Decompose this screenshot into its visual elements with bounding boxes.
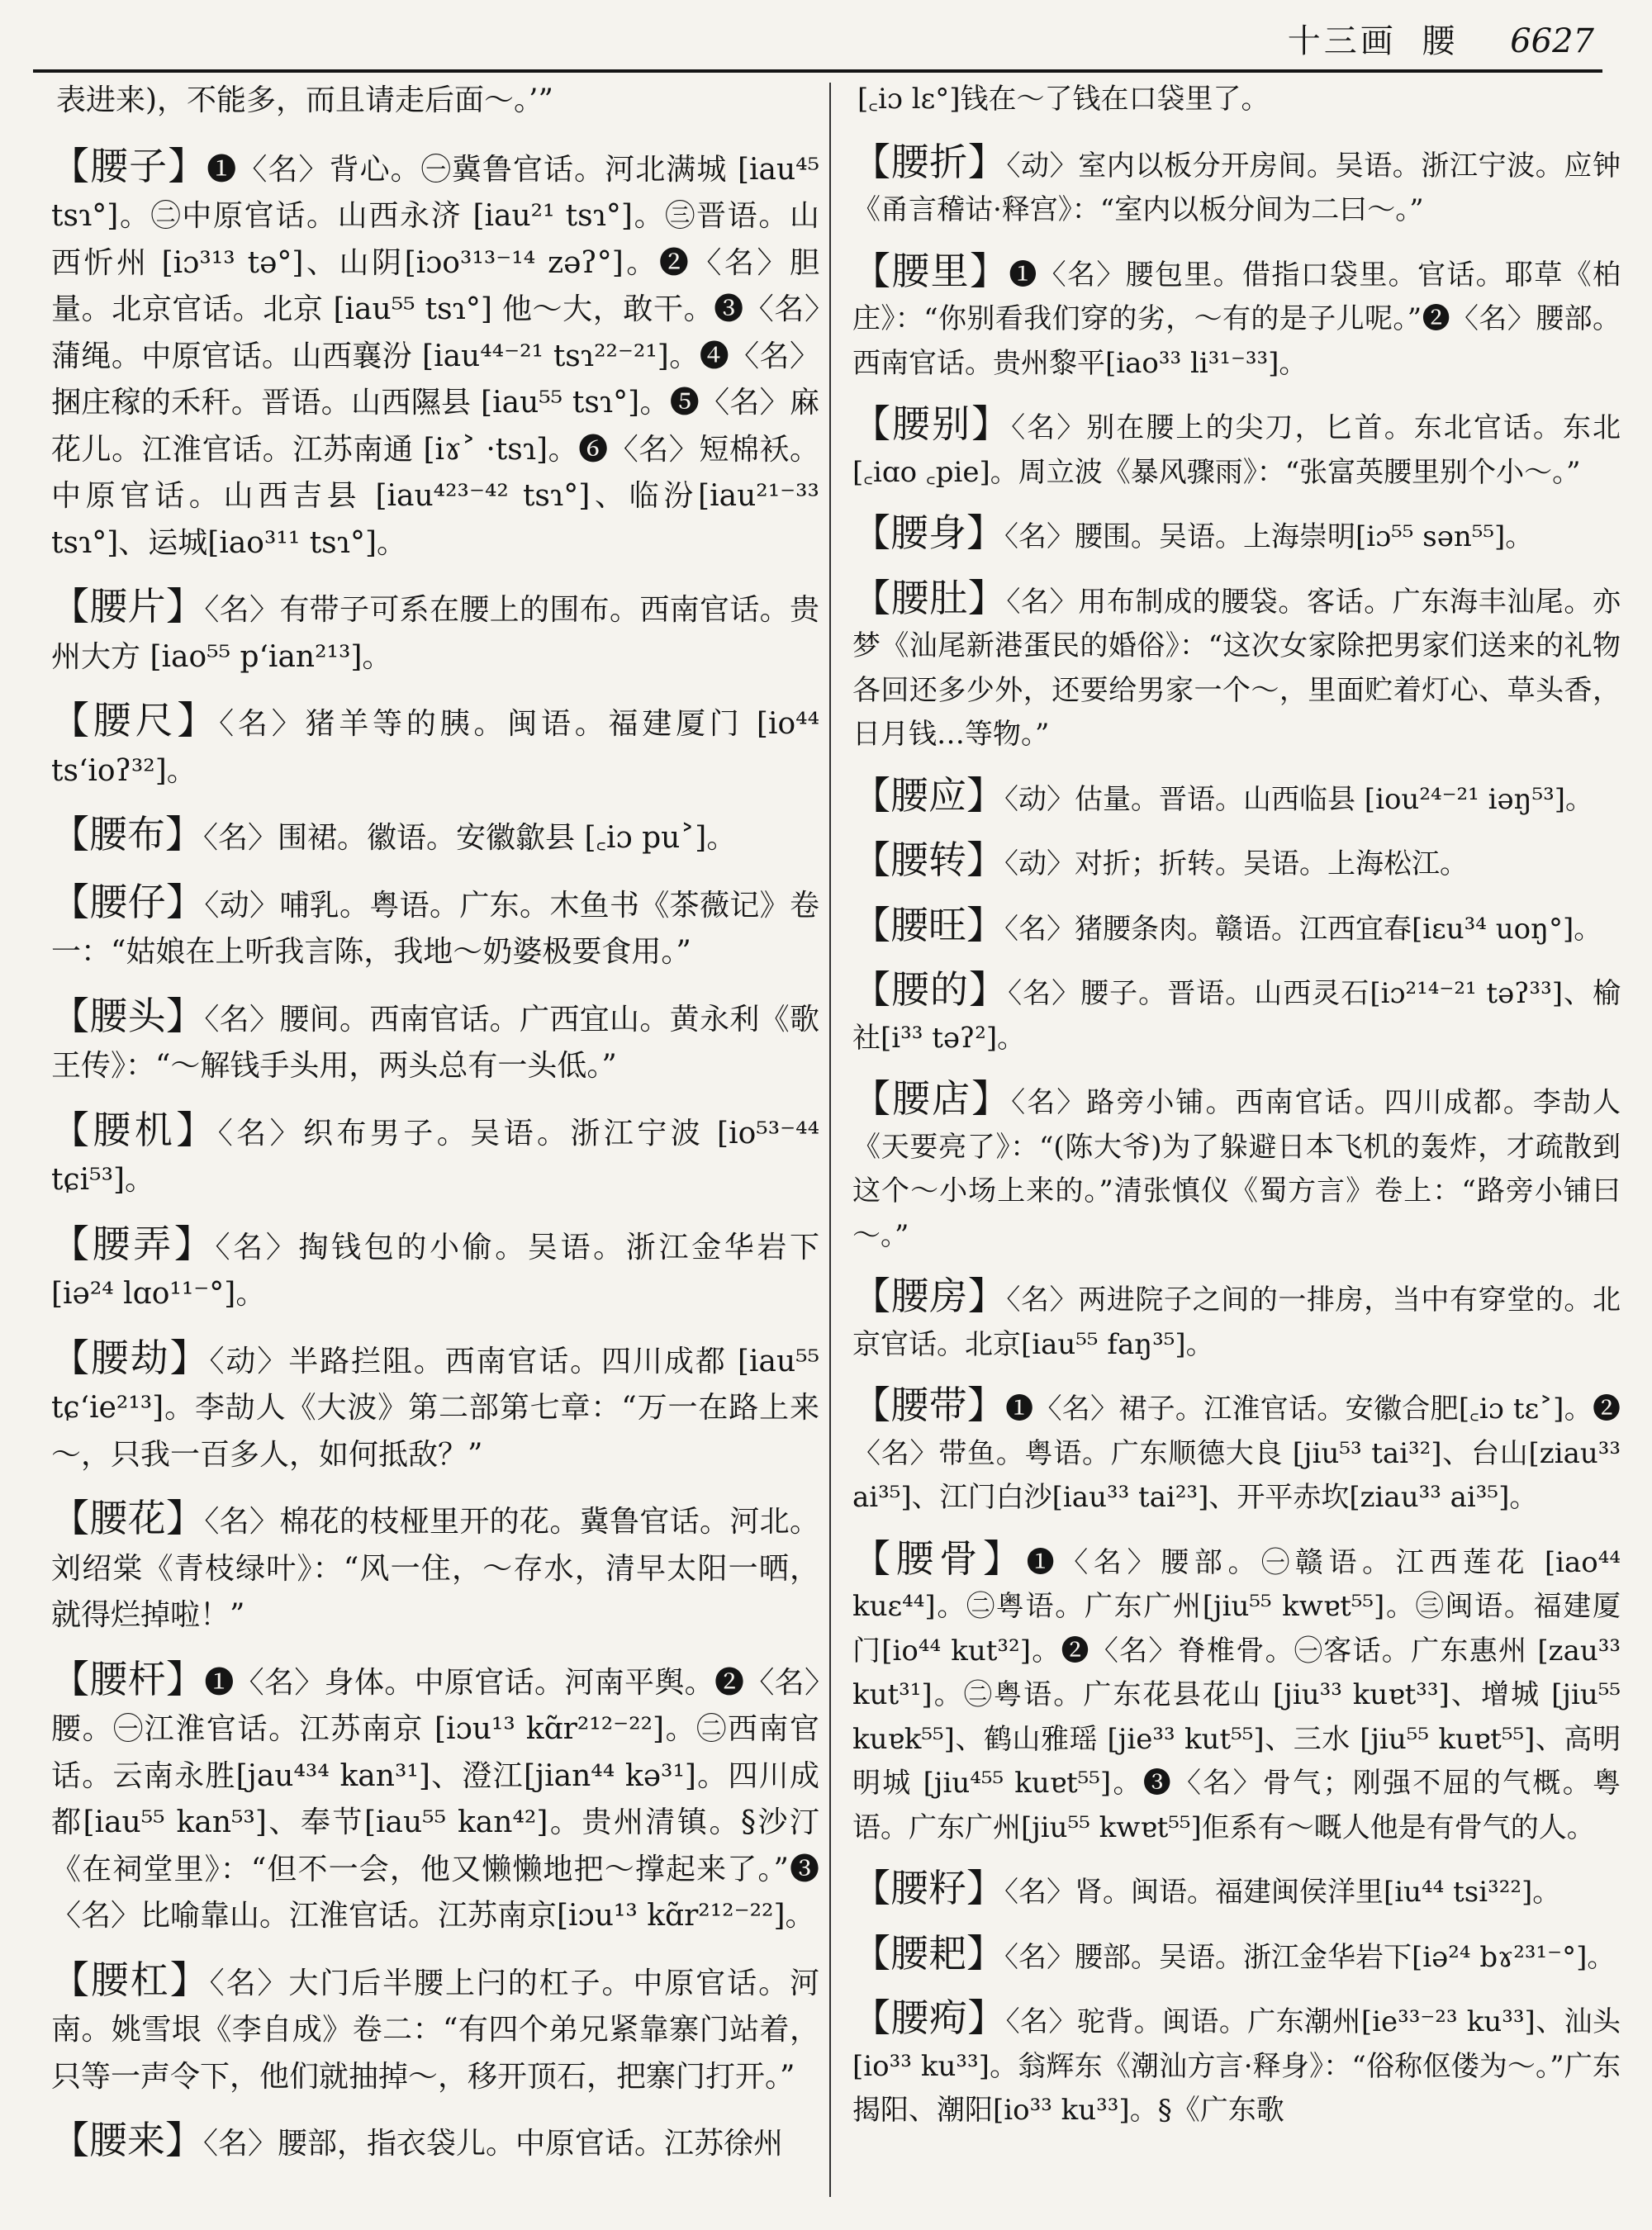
entry-headword: 【腰杆】 bbox=[51, 1656, 205, 1701]
entry-headword: 【腰带】 bbox=[852, 1383, 1006, 1427]
entry-headword: 【腰旺】 bbox=[852, 902, 1004, 947]
dictionary-entry bbox=[51, 1221, 819, 1318]
section-label: 十三画 bbox=[1287, 22, 1397, 60]
entry-headword: 【腰来】 bbox=[51, 2118, 203, 2162]
entry-headword: 【腰的】 bbox=[852, 967, 1009, 1012]
dictionary-entry bbox=[852, 838, 1621, 887]
entry-headword: 【腰仔】 bbox=[51, 879, 205, 924]
entry-definition: 〈名〉腰部。吴语。浙江金华岩下[iə²⁴ bɤ²³¹⁻°]。 bbox=[1004, 1940, 1616, 1974]
entry-definition: 〈名〉有带子可系在腰上的围布。西南官话。贵州大方 [iao⁵⁵ p‘ian²¹³]。 bbox=[51, 593, 819, 674]
right-column bbox=[852, 78, 1621, 2150]
entry-headword: 【腰籽】 bbox=[852, 1866, 1004, 1910]
entry-headword: 【腰布】 bbox=[51, 812, 203, 856]
entry-definition: 〈动〉估量。晋语。山西临县 [iou²⁴⁻²¹ iəŋ⁵³]。 bbox=[1004, 782, 1594, 816]
entry-headword: 【腰转】 bbox=[852, 837, 1004, 882]
dictionary-entry bbox=[852, 249, 1621, 387]
entry-headword: 【腰劫】 bbox=[51, 1335, 210, 1380]
entry-definition: ❶〈名〉腰部。㊀赣语。江西莲花 [iao⁴⁴ kuɛ⁴⁴]。㊁粤语。广东广州[jiu⁵⁵ kwɐt⁵⁵]。㊂闽语。福建厦门[io⁴⁴ kut³²]。❷〈名〉脊椎骨。㊀客话。广东惠州 [zau³³ kut³¹]。㊁粤语。广东花县花山 [jiu³³ kuɐt³³]、增城 [jiu⁵⁵ kuɐk⁵⁵]、鹤山雅瑶 [jie³³ kut⁵⁵]、三水 [jiu⁵⁵ kuɐt⁵⁵]、高明明城 [jiu⁴⁵⁵ kuɐt⁵⁵]。❸〈名〉骨气；刚强不屈的气概。粤语。广东广州[jiu⁵⁵ kwɐt⁵⁵]佢系有～嘅人他是有骨气的人。 bbox=[852, 1545, 1621, 1844]
dictionary-entry bbox=[852, 402, 1621, 495]
dictionary-entry bbox=[51, 1107, 819, 1204]
entry-headword: 【腰尺】 bbox=[51, 698, 220, 743]
header-character: 腰 bbox=[1422, 22, 1455, 60]
entry-definition: 〈名〉腰部，指衣袋儿。中原官话。江苏徐州 bbox=[203, 2127, 784, 2161]
entry-definition: ❶〈名〉裙子。江淮官话。安徽合肥[꜀iɔ tɛ˃]。❷〈名〉带鱼。粤语。广东顺德大良 [jiu⁵³ tai³²]、台山[ziau³³ ai³⁵]、江门白沙[iau³³ tai²³]、开平赤坎[ziau³³ ai³⁵]。 bbox=[852, 1393, 1621, 1514]
dictionary-entry bbox=[51, 697, 819, 795]
page-header bbox=[1288, 15, 1594, 62]
dictionary-entry bbox=[51, 811, 819, 862]
dictionary-entry bbox=[852, 1867, 1621, 1915]
entry-headword: 【腰耙】 bbox=[852, 1930, 1004, 1976]
entry-definition: 〈名〉大门后半腰上闩的杠子。中原官话。河南。姚雪垠《李自成》卷二：“有四个弟兄紧靠寨门站着，只等一声令下，他们就抽掉～，移开顶石，把寨门打开。” bbox=[51, 1966, 819, 2094]
entry-headword: 【腰店】 bbox=[852, 1076, 1012, 1121]
entry-definition: 〈名〉别在腰上的尖刀，匕首。东北官话。东北 [꜀iɑo ꜀pie]。周立波《暴风骤雨》：“张富英腰里别个小～。” bbox=[852, 411, 1621, 489]
entry-definition: 〈动〉对折；折转。吴语。上海松江。 bbox=[1004, 847, 1468, 880]
entry-headword: 【腰骨】 bbox=[852, 1535, 1027, 1581]
dictionary-entry bbox=[852, 1932, 1621, 1981]
dictionary-entry bbox=[852, 1537, 1621, 1851]
entry-headword: 【腰花】 bbox=[51, 1496, 205, 1540]
dictionary-entry bbox=[51, 583, 819, 681]
entry-definition: ❶〈名〉腰包里。借指口袋里。官话。耶草《柏庄》：“你别看我们穿的劣，～有的是子儿呢。”❷〈名〉腰部。西南官话。贵州黎平[iao³³ li³¹⁻³³]。 bbox=[852, 258, 1621, 380]
dictionary-entry bbox=[852, 576, 1621, 757]
entry-headword: 【腰片】 bbox=[51, 584, 205, 629]
entry-headword: 【腰应】 bbox=[852, 772, 1004, 818]
entry-definition: 〈名〉腰间。西南官话。广西宜山。黄永利《歌王传》：“～解钱手头用，两头总有一头低。” bbox=[51, 1002, 819, 1083]
dictionary-entry bbox=[852, 140, 1621, 233]
dictionary-entry bbox=[51, 1656, 819, 1940]
entry-headword: 【腰机】 bbox=[51, 1107, 218, 1152]
entry-headword: 【腰杠】 bbox=[51, 1957, 210, 2002]
page-number: 6627 bbox=[1510, 22, 1594, 60]
header-rule bbox=[33, 69, 1602, 73]
dictionary-entry bbox=[51, 1335, 819, 1479]
column-divider bbox=[829, 83, 831, 2197]
dictionary-entry bbox=[852, 1077, 1621, 1258]
entry-definition: ❶〈名〉身体。中原官话。河南平舆。❷〈名〉腰。㊀江淮官话。江苏南京 [iɔu¹³ kɑ̃r²¹²⁻²²]。㊁西南官话。云南永胜[jau⁴³⁴ kan³¹]、澄江[jian⁴⁴ kə³¹]。四川成都[iau⁵⁵ kan⁵³]、奉节[iau⁵⁵ kan⁴²]。贵州清镇。§沙汀《在祠堂里》：“但不一会，他又懒懒地把～撑起来了。”❸〈名〉比喻靠山。江淮官话。江苏南京[iɔu¹³ kɑ̃r²¹²⁻²²]。 bbox=[51, 1665, 819, 1933]
entry-definition: 〈名〉棉花的枝桠里开的花。冀鲁官话。河北。刘绍棠《青枝绿叶》：“风一住，～存水，清早太阳一晒，就得烂掉啦！” bbox=[51, 1505, 819, 1632]
dictionary-entry bbox=[852, 904, 1621, 952]
left-column bbox=[51, 78, 819, 2185]
entry-definition: 〈名〉掏钱包的小偷。吴语。浙江金华岩下 [iə²⁴ lɑo¹¹⁻°]。 bbox=[51, 1230, 819, 1311]
entry-headword: 【腰子】 bbox=[51, 143, 207, 188]
entry-headword: 【腰身】 bbox=[852, 510, 1004, 555]
entry-definition: 〈名〉腰子。晋语。山西灵石[iɔ²¹⁴⁻²¹ təʔ³³]、榆社[i³³ təʔ²]。 bbox=[852, 977, 1621, 1055]
entry-headword: 【腰房】 bbox=[852, 1274, 1007, 1318]
dictionary-entry bbox=[852, 1274, 1621, 1367]
entry-definition: 〈名〉两进院子之间的一排房，当中有穿堂的。北京官话。北京[iau⁵⁵ faŋ³⁵]。 bbox=[852, 1283, 1621, 1361]
entry-definition: 〈名〉围裙。徽语。安徽歙县 [꜀iɔ pu˃]。 bbox=[203, 821, 737, 855]
dictionary-entry bbox=[852, 511, 1621, 560]
dictionary-entry bbox=[51, 1495, 819, 1639]
dictionary-entry bbox=[852, 968, 1621, 1060]
entry-definition: ❶〈名〉背心。㊀冀鲁官话。河北满城 [iau⁴⁵ tsɿ°]。㊁中原官话。山西永济 [iau²¹ tsɿ°]。㊂晋语。山西忻州 [iɔ³¹³ tə°]、山阴[iɔo³¹³⁻¹⁴ zəʔ°]。❷〈名〉胆量。北京官话。北京 [iau⁵⁵ tsɿ°] 他～大，敢干。❸〈名〉蒲绳。中原官话。山西襄汾 [iau⁴⁴⁻²¹ tsɿ²²⁻²¹]。❹〈名〉捆庄稼的禾秆。晋语。山西隰县 [iau⁵⁵ tsɿ°]。❺〈名〉麻花儿。江淮官话。江苏南通 [iɤ˃ ·tsɿ]。❻〈名〉短棉袄。中原官话。山西吉县 [iau⁴²³⁻⁴² tsɿ°]、临汾[iau²¹⁻³³ tsɿ°]、运城[iao³¹¹ tsɿ°]。 bbox=[51, 152, 820, 560]
entry-headword: 【腰弄】 bbox=[51, 1221, 216, 1266]
dictionary-entry bbox=[51, 993, 819, 1090]
entry-definition: 〈名〉腰围。吴语。上海崇明[iɔ⁵⁵ sən⁵⁵]。 bbox=[1004, 520, 1534, 553]
continuation-text: 表进来)，不能多，而且请走后面～。’” bbox=[56, 83, 553, 117]
dictionary-entry bbox=[852, 1996, 1621, 2133]
entry-definition: 〈动〉室内以板分开房间。吴语。浙江宁波。应钟《甬言稽诂·释宫》：“室内以板分间为二曰～。” bbox=[852, 149, 1621, 226]
entry-definition: 〈名〉肾。闽语。福建闽侯洋里[iu⁴⁴ tsi³²²]。 bbox=[1004, 1876, 1561, 1909]
entry-definition: 〈名〉驼背。闽语。广东潮州[ie³³⁻²³ ku³³]、汕头[io³³ ku³³]。翁辉东《潮汕方言·释身》：“俗称伛偻为～。”广东揭阳、潮阳[io³³ ku³³]。§《广东歌 bbox=[852, 2005, 1621, 2127]
entry-headword: 【腰折】 bbox=[852, 139, 1007, 184]
entry-headword: 【腰别】 bbox=[852, 401, 1012, 446]
dictionary-entry bbox=[51, 2117, 819, 2168]
entry-definition: 〈动〉哺乳。粤语。广东。木鱼书《茶薇记》卷一：“姑娘在上听我言陈，我地～奶婆极要食用。” bbox=[51, 888, 819, 969]
entry-definition: 〈名〉猪羊等的胰。闽语。福建厦门 [io⁴⁴ ts‘ioʔ³²]。 bbox=[51, 707, 819, 788]
entry-headword: 【腰痀】 bbox=[852, 1995, 1006, 2040]
dictionary-entry bbox=[51, 1957, 819, 2101]
entry-definition: 〈名〉织布男子。吴语。浙江宁波 [io⁵³⁻⁴⁴ tɕi⁵³]。 bbox=[51, 1116, 819, 1197]
dictionary-entry bbox=[852, 774, 1621, 823]
entry-definition: 〈动〉半路拦阻。西南官话。四川成都 [iau⁵⁵ tɕ‘ie²¹³]。李劼人《大波》第二部第七章：“万一在路上来～，只我一百多人，如何抵敌？” bbox=[51, 1344, 820, 1472]
dictionary-entry bbox=[51, 879, 819, 976]
entry-headword: 【腰肚】 bbox=[852, 575, 1007, 620]
entry-headword: 【腰头】 bbox=[51, 993, 205, 1038]
dictionary-entry bbox=[852, 1383, 1621, 1521]
entry-definition: 〈名〉用布制成的腰袋。客话。广东海丰汕尾。亦梦《汕尾新港蛋民的婚俗》：“这次女家除把男家们送来的礼物各回还多少外，还要给男家一个～，里面贮着灯心、草头香，日月钱…等物。” bbox=[852, 585, 1621, 751]
dictionary-entry bbox=[51, 143, 819, 567]
entry-definition: 〈名〉路旁小铺。西南官话。四川成都。李劼人《天要亮了》：“(陈大爷)为了躲避日本飞机的轰炸，才疏散到这个～小场上来的。”清张慎仪《蜀方言》卷上：“路旁小铺曰～。” bbox=[852, 1086, 1621, 1252]
entry-headword: 【腰里】 bbox=[852, 248, 1009, 293]
continuation-text: [꜀iɔ lɛ°]钱在～了钱在口袋里了。 bbox=[857, 83, 1270, 116]
entry-definition: 〈名〉猪腰条肉。赣语。江西宜春[iɛu³⁴ uoŋ°]。 bbox=[1004, 912, 1602, 946]
